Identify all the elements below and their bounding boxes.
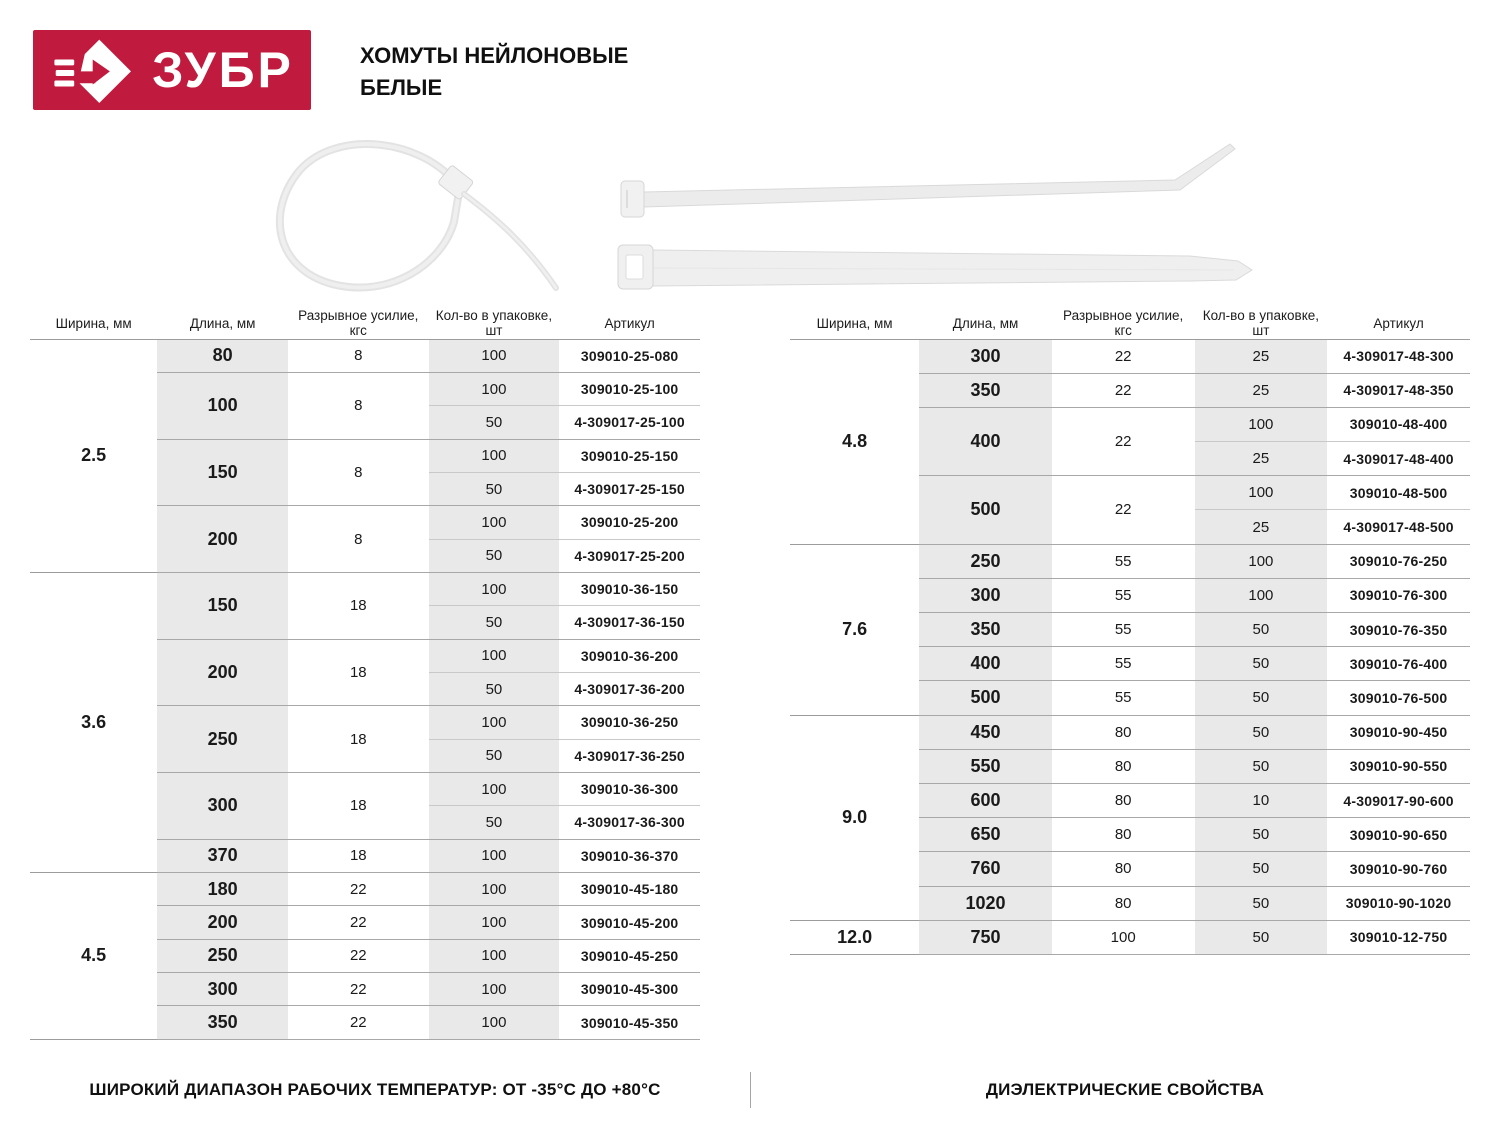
cell-qty: 25 (1195, 373, 1328, 407)
cell-article: 4-309017-25-150 (559, 472, 700, 505)
cell-length: 250 (157, 706, 288, 773)
cell-length: 650 (919, 818, 1052, 852)
cell-force: 80 (1052, 715, 1195, 749)
cell-article: 309010-25-150 (559, 439, 700, 472)
cell-width: 2.5 (30, 339, 157, 572)
cell-qty: 25 (1195, 339, 1328, 373)
cell-length: 1020 (919, 886, 1052, 920)
cell-article: 309010-48-500 (1327, 476, 1470, 510)
cell-qty: 50 (429, 539, 560, 572)
cable-tie-thin-photo (621, 144, 1235, 217)
brand-logo (33, 30, 311, 110)
cell-qty: 50 (1195, 818, 1328, 852)
cell-force: 8 (288, 439, 429, 506)
cell-width: 4.8 (790, 339, 919, 544)
cell-length: 200 (157, 506, 288, 573)
cell-force: 22 (288, 939, 429, 972)
cell-length: 100 (157, 372, 288, 439)
page-title (360, 40, 628, 104)
page-title-line2: БЕЛЫЕ (360, 74, 443, 100)
cell-qty: 100 (429, 339, 560, 372)
cell-qty: 50 (429, 739, 560, 772)
cell-article: 309010-12-750 (1327, 920, 1470, 954)
cell-article: 309010-76-350 (1327, 613, 1470, 647)
cell-length: 150 (157, 439, 288, 506)
cell-article: 309010-76-500 (1327, 681, 1470, 715)
cell-article: 309010-76-250 (1327, 544, 1470, 578)
cell-article: 309010-25-200 (559, 506, 700, 539)
cell-width: 7.6 (790, 544, 919, 715)
cell-article: 309010-45-300 (559, 973, 700, 1006)
spec-table-left-container (30, 308, 700, 1040)
cell-length: 400 (919, 647, 1052, 681)
table-row (790, 544, 1470, 578)
cell-force: 80 (1052, 886, 1195, 920)
cell-qty: 50 (429, 806, 560, 839)
cell-article: 309010-36-200 (559, 639, 700, 672)
cell-length: 180 (157, 873, 288, 906)
spec-table-right (790, 308, 1470, 955)
cell-article: 4-309017-25-200 (559, 539, 700, 572)
cell-qty: 50 (1195, 613, 1328, 647)
cell-qty: 100 (429, 439, 560, 472)
cell-qty: 100 (429, 639, 560, 672)
cell-length: 300 (157, 973, 288, 1006)
cell-force: 55 (1052, 647, 1195, 681)
cell-article: 309010-90-1020 (1327, 886, 1470, 920)
cell-force: 55 (1052, 681, 1195, 715)
table-row (30, 339, 700, 372)
cell-force: 80 (1052, 818, 1195, 852)
cell-article: 4-309017-48-500 (1327, 510, 1470, 544)
cell-length: 760 (919, 852, 1052, 886)
cell-article: 309010-36-300 (559, 772, 700, 805)
cell-qty: 50 (1195, 715, 1328, 749)
cell-article: 4-309017-36-200 (559, 672, 700, 705)
cell-width: 9.0 (790, 715, 919, 920)
cell-article: 309010-90-450 (1327, 715, 1470, 749)
column-header: Артикул (559, 308, 700, 339)
cell-article: 309010-25-100 (559, 372, 700, 405)
cell-length: 200 (157, 906, 288, 939)
column-header: Разрывное усилие, кгс (288, 308, 429, 339)
cell-force: 18 (288, 772, 429, 839)
footer-temperature-note: ШИРОКИЙ ДИАПАЗОН РАБОЧИХ ТЕМПЕРАТУР: ОТ -35°С ДО +80°С (89, 1080, 661, 1099)
cell-qty: 100 (429, 906, 560, 939)
footer-divider (750, 1072, 751, 1108)
cell-article: 309010-36-370 (559, 839, 700, 872)
cell-force: 80 (1052, 749, 1195, 783)
cell-qty: 50 (429, 672, 560, 705)
cell-length: 500 (919, 681, 1052, 715)
column-header: Ширина, мм (790, 308, 919, 339)
table-row (30, 873, 700, 906)
cell-force: 18 (288, 839, 429, 872)
cell-length: 450 (919, 715, 1052, 749)
cell-qty: 100 (429, 572, 560, 605)
cable-tie-flat-photo (618, 245, 1252, 289)
cell-qty: 100 (1195, 578, 1328, 612)
cell-qty: 50 (429, 472, 560, 505)
cell-article: 309010-76-300 (1327, 578, 1470, 612)
cell-qty: 50 (1195, 852, 1328, 886)
cell-article: 4-309017-36-150 (559, 606, 700, 639)
cell-length: 200 (157, 639, 288, 706)
cell-length: 400 (919, 407, 1052, 475)
cell-qty: 100 (1195, 407, 1328, 441)
cell-width: 12.0 (790, 920, 919, 954)
cell-qty: 100 (429, 372, 560, 405)
header-row (30, 308, 700, 339)
cell-qty: 100 (429, 706, 560, 739)
spec-table-left (30, 308, 700, 1040)
page-title-line1: ХОМУТЫ НЕЙЛОНОВЫЕ (360, 43, 629, 68)
column-header: Ширина, мм (30, 308, 157, 339)
cable-tie-loop-photo (280, 144, 556, 288)
cell-qty: 25 (1195, 442, 1328, 476)
cell-force: 18 (288, 639, 429, 706)
cell-qty: 100 (1195, 476, 1328, 510)
cell-length: 550 (919, 749, 1052, 783)
cell-force: 8 (288, 339, 429, 372)
cell-article: 309010-36-150 (559, 572, 700, 605)
table-row (30, 572, 700, 605)
spec-table-right-container (790, 308, 1470, 955)
cell-qty: 50 (1195, 681, 1328, 715)
cell-length: 350 (919, 373, 1052, 407)
cell-force: 18 (288, 572, 429, 639)
cell-qty: 50 (1195, 920, 1328, 954)
cell-length: 500 (919, 476, 1052, 544)
cell-length: 750 (919, 920, 1052, 954)
cell-length: 300 (157, 772, 288, 839)
cell-qty: 100 (429, 772, 560, 805)
cell-qty: 100 (429, 973, 560, 1006)
cell-length: 370 (157, 839, 288, 872)
cell-force: 100 (1052, 920, 1195, 954)
cell-qty: 100 (1195, 544, 1328, 578)
cell-force: 22 (288, 906, 429, 939)
cell-length: 300 (919, 578, 1052, 612)
cell-article: 309010-45-200 (559, 906, 700, 939)
cell-article: 4-309017-48-400 (1327, 442, 1470, 476)
column-header: Разрывное усилие, кгс (1052, 308, 1195, 339)
cell-width: 3.6 (30, 572, 157, 872)
cell-length: 350 (157, 1006, 288, 1039)
cell-width: 4.5 (30, 873, 157, 1040)
cell-qty: 50 (429, 406, 560, 439)
cell-force: 55 (1052, 544, 1195, 578)
table-row (790, 920, 1470, 954)
cell-length: 250 (919, 544, 1052, 578)
cell-qty: 50 (1195, 886, 1328, 920)
cell-length: 250 (157, 939, 288, 972)
cell-length: 350 (919, 613, 1052, 647)
column-header: Длина, мм (919, 308, 1052, 339)
cell-article: 309010-45-350 (559, 1006, 700, 1039)
cell-force: 22 (1052, 373, 1195, 407)
cell-article: 4-309017-36-250 (559, 739, 700, 772)
cell-force: 22 (1052, 476, 1195, 544)
cell-qty: 100 (429, 939, 560, 972)
cell-length: 80 (157, 339, 288, 372)
cell-force: 18 (288, 706, 429, 773)
cell-article: 309010-45-250 (559, 939, 700, 972)
cell-qty: 50 (1195, 647, 1328, 681)
cell-qty: 100 (429, 839, 560, 872)
cell-force: 55 (1052, 578, 1195, 612)
cell-article: 309010-36-250 (559, 706, 700, 739)
cell-qty: 100 (429, 506, 560, 539)
cell-qty: 50 (429, 606, 560, 639)
column-header: Кол-во в упаковке, шт (429, 308, 560, 339)
footer-dielectric-note: ДИЭЛЕКТРИЧЕСКИЕ СВОЙСТВА (985, 1080, 1265, 1099)
cell-force: 80 (1052, 852, 1195, 886)
cell-force: 8 (288, 372, 429, 439)
cell-force: 22 (288, 973, 429, 1006)
cell-force: 22 (288, 873, 429, 906)
cell-qty: 25 (1195, 510, 1328, 544)
cell-qty: 100 (429, 873, 560, 906)
cell-length: 600 (919, 783, 1052, 817)
cell-article: 309010-48-400 (1327, 407, 1470, 441)
cell-force: 80 (1052, 783, 1195, 817)
cell-article: 309010-25-080 (559, 339, 700, 372)
cell-qty: 50 (1195, 749, 1328, 783)
cell-article: 4-309017-36-300 (559, 806, 700, 839)
cell-article: 4-309017-48-350 (1327, 373, 1470, 407)
cell-article: 309010-90-760 (1327, 852, 1470, 886)
cell-force: 22 (1052, 407, 1195, 475)
cell-qty: 10 (1195, 783, 1328, 817)
cell-article: 309010-90-550 (1327, 749, 1470, 783)
cell-article: 309010-76-400 (1327, 647, 1470, 681)
cell-article: 4-309017-48-300 (1327, 339, 1470, 373)
cell-article: 4-309017-25-100 (559, 406, 700, 439)
cell-qty: 100 (429, 1006, 560, 1039)
cell-article: 309010-45-180 (559, 873, 700, 906)
cell-force: 22 (1052, 339, 1195, 373)
cell-force: 8 (288, 506, 429, 573)
table-row (790, 339, 1470, 373)
product-photos (250, 130, 1350, 300)
cell-length: 150 (157, 572, 288, 639)
brand-name: ЗУБР (152, 42, 294, 98)
column-header: Длина, мм (157, 308, 288, 339)
cell-force: 22 (288, 1006, 429, 1039)
column-header: Артикул (1327, 308, 1470, 339)
header-row (790, 308, 1470, 339)
bison-icon (50, 37, 138, 103)
cell-article: 4-309017-90-600 (1327, 783, 1470, 817)
cell-article: 309010-90-650 (1327, 818, 1470, 852)
cell-force: 55 (1052, 613, 1195, 647)
cell-length: 300 (919, 339, 1052, 373)
table-row (790, 715, 1470, 749)
column-header: Кол-во в упаковке, шт (1195, 308, 1328, 339)
